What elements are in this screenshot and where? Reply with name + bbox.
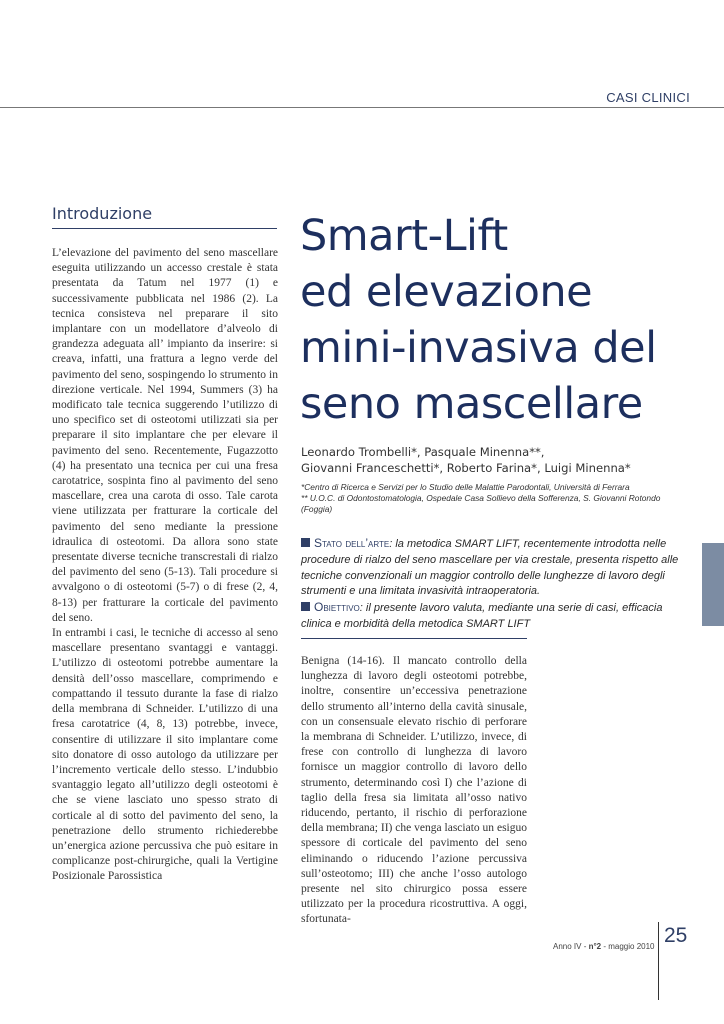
issue-number: n°2 [588,942,602,951]
intro-rule [52,228,277,229]
square-bullet-icon [301,602,310,611]
state-label: Stato dell’arte [314,536,390,550]
intro-paragraph-2: In entrambi i casi, le tecniche di accesso al seno mascellare presentano svantaggi e vantaggi. L’utilizzo di osteotomi potrebbe aumentare la densità dell’osso mascellare, comprimendo e compattando il tessuto durante la fase di rialzo della membrana di Schneider. L’utilizzo di una fresa carotatrice (4, 8, 13) potrebbe, invece, consentire di utilizzare il sito implantare come sito donatore di osso autologo da utilizzare per l’incremento verticale dello stesso. L’indubbio svantaggio legato all’utilizzo degli osteotomi è che se viene lasciato uno spesso strato di corticale al di sotto del pavimento del seno, la penetrazione dello strumento richiederebbe un’energica azione percussiva che può esitare in complicanze post-chirurgiche, quali la Vertigine Posizionale Parossistica [52,627,278,883]
intro-column [52,246,278,885]
abstract-rule [301,638,527,639]
title-line-2: ed elevazione [300,267,593,317]
footer-divider [658,922,659,1000]
body-paragraph: Benigna (14-16). Il mancato controllo della lunghezza di lavoro degli osteotomi potrebbe, inoltre, consentire un’eccessiva penetrazione dello strumento all’interno della cavità sinusale, con un consensuale elevato rischio di perforare la membrana di Schneider. L’utilizzo, invece, di frese con controllo di lunghezza di lavoro fornisce un maggior controllo di lavoro dello strumento, determinando così I) che l’azione di taglio della fresa sia limitata all’osso nativo riducendo, pertanto, il rischio di perforazione della membrana; II) che venga lasciato un esiguo spessore di corticale del pavimento del seno eliminando o riducendo l’azione percussiva sull’osteotomo; III) che anche l’osso autologo presente nel sito chirurgico possa essere utilizzato per la procedura ricostruttiva. A oggi, sfortunata- [301,655,527,926]
affiliation-2: ** U.O.C. di Odontostomatologia, Ospedale Casa Sollievo della Sofferenza, S. Giovanni Rotondo (Foggia) [301,493,661,514]
state-text: : la metodica SMART LIFT, recentemente introdotta nelle procedure di rialzo del seno mascellare per via crestale, presenta rispetto alle tecniche convenzionali un maggior controllo delle lunghezze di lavoro degli strumenti e una limitata invasività intraoperatoria. [301,538,679,598]
page-number: 25 [664,924,688,947]
authors-line-1: Leonardo Trombelli*, Pasquale Minenna**, [301,445,545,459]
intro-paragraph-1: L’elevazione del pavimento del seno mascellare eseguita utilizzando un accesso crestale è stata presentata da Tatum nel 1977 (1) e successivamente pubblicata nel 1986 (2). La tecnica consisteva nel preparare il sito implantare con un modellatore d’alveolo di grandezza adeguata all’ impianto da inserire: si creava, infatti, una frattura a legno verde del pavimento del seno, sospingendo lo strumento in direzione verticale. Nel 1994, Summers (3) ha modificato tale tecnica suggerendo l’utilizzo di uno specifico set di osteotomi utilizzati sia per preparare il sito implantare che per elevare il pavimento del seno. Recentemente, Fugazzotto (4) ha presentato una tecnica per cui una fresa carotatrice, sospinta fino al pavimento del seno mascellare, crea una carota di osso. Tale carota viene utilizzata per fratturare la corticale del pavimento del seno mediante la pressione idraulica di osteotomi. Da allora sono state presentate diverse tecniche transcrestali di rialzo del pavimento del seno (5-13). Tali procedure si avvalgono o di osteotomi (5-7) o di frese (2, 4, 8-13) per fratturare la corticale del pavimento del seno. [52,247,278,624]
title-line-3: mini-invasiva del [300,323,657,373]
journal-prefix: Anno IV - [553,942,589,951]
authors [301,444,701,476]
affiliation-1: *Centro di Ricerca e Servizi per lo Studio delle Malattie Parodontali, Università di Ferrara [301,482,630,492]
square-bullet-icon [301,538,310,547]
abstract-objective [301,600,681,633]
abstract-state [301,536,681,600]
section-label: CASI CLINICI [606,90,690,105]
title-line-1: Smart-Lift [300,211,508,261]
abstract [301,536,681,633]
article-title [300,208,700,432]
footer-journal-info [553,942,655,951]
side-tab-marker [702,543,724,626]
affiliations [301,482,691,515]
objective-text: : il presente lavoro valuta, mediante una serie di casi, efficacia clinica e morbidità della metodica SMART LIFT [301,602,663,630]
journal-suffix: - maggio 2010 [601,942,655,951]
title-line-4: seno mascellare [300,379,643,429]
authors-line-2: Giovanni Franceschetti*, Roberto Farina*, Luigi Minenna* [301,461,631,475]
body-column-right [301,654,527,928]
intro-heading: Introduzione [52,204,153,223]
header-rule [0,107,724,108]
objective-label: Obiettivo [314,600,360,615]
